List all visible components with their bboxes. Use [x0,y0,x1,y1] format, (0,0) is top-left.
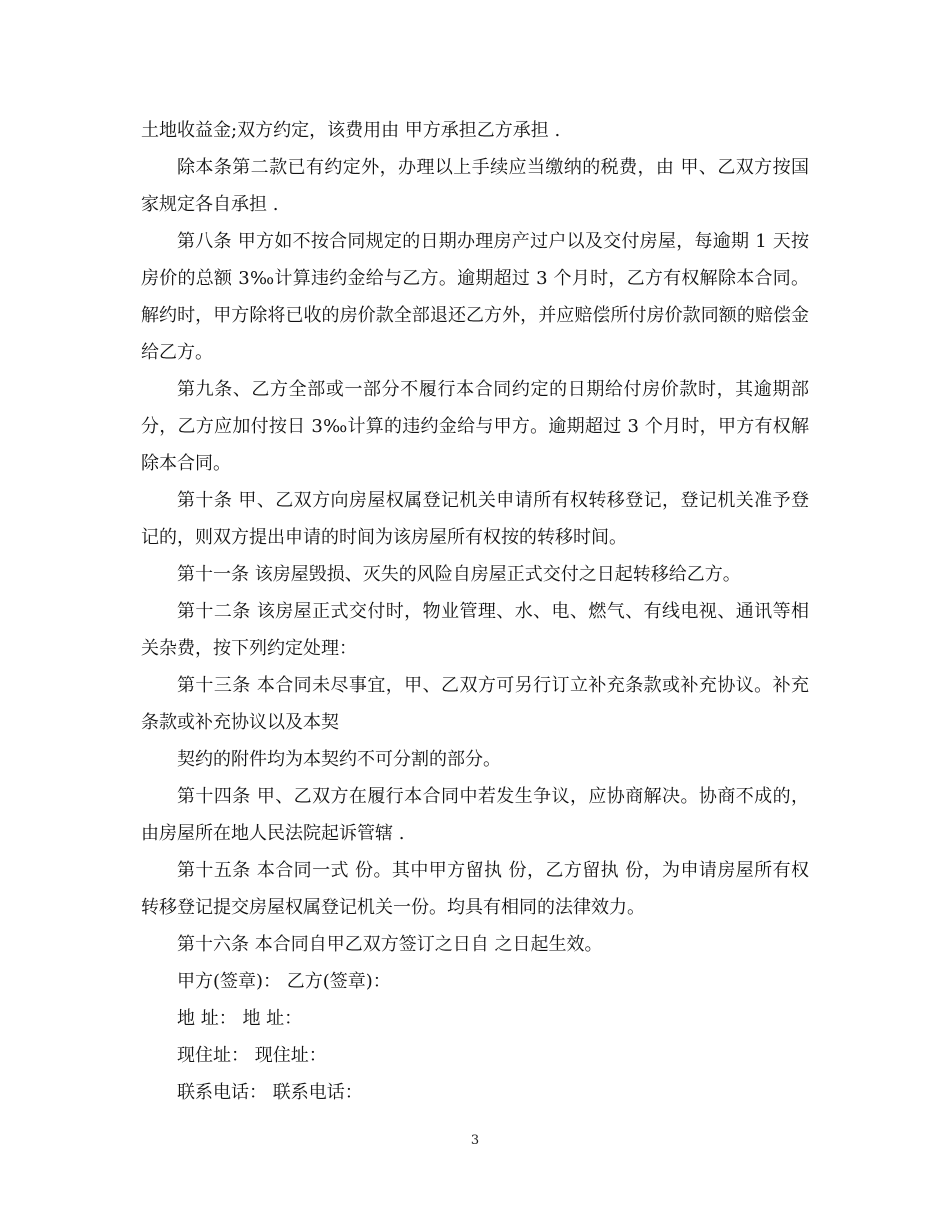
paragraph-article-15: 第十五条 本合同一式 份。其中甲方留执 份，乙方留执 份，为申请房屋所有权转移登记提交房屋权属登记机关一份。均具有相同的法律效力。 [141,860,809,918]
paragraph-article-9: 第九条、乙方全部或一部分不履行本合同约定的日期给付房价款时，其逾期部分，乙方应加付按日 3‰计算的违约金给与甲方。逾期超过 3 个月时，甲方有权解除本合同。 [141,379,809,474]
document-body [141,112,809,1111]
paragraph-article-16: 第十六条 本合同自甲乙双方签订之日自 之日起生效。 [177,934,603,955]
paragraph-article-10: 第十条 甲、乙双方向房屋权属登记机关申请所有权转移登记，登记机关准予登记的，则双方提出申请的时间为该房屋所有权按的转移时间。 [141,490,809,548]
signature-line: 甲方(签章)： 乙方(签章)： [177,971,391,992]
paragraph-article-13: 第十三条 本合同未尽事宜，甲、乙双方可另行订立补充条款或补充协议。补充条款或补充协议以及本契 [141,675,809,733]
paragraph-land-revenue: 土地收益金;双方约定，该费用由 甲方承担乙方承担 . [141,120,561,141]
page-number: 3 [470,1133,480,1148]
paragraph-article-13-continued: 契约的附件均为本契约不可分割的部分。 [177,749,501,770]
paragraph-article-12: 第十二条 该房屋正式交付时，物业管理、水、电、燃气、有线电视、通讯等相关杂费，按下列约定处理： [141,601,809,659]
phone-line: 联系电话： 联系电话： [177,1082,363,1103]
address-line: 地 址： 地 址： [177,1008,303,1029]
paragraph-taxes: 除本条第二款已有约定外，办理以上手续应当缴纳的税费，由 甲、乙双方按国家规定各自承担 . [141,157,809,215]
paragraph-article-8: 第八条 甲方如不按合同规定的日期办理房产过户以及交付房屋，每逾期 1 天按房价的总额 3‰计算违约金给与乙方。逾期超过 3 个月时，乙方有权解除本合同。解约时，甲方除将已收的房价款全部退还乙方外，并应赔偿所付房价款同额的赔偿金给乙方。 [141,231,809,363]
current-address-line: 现住址： 现住址： [177,1045,327,1066]
paragraph-article-14: 第十四条 甲、乙双方在履行本合同中若发生争议，应协商解决。协商不成的，由房屋所在地人民法院起诉管辖 . [141,786,809,844]
paragraph-article-11: 第十一条 该房屋毁损、灭失的风险自房屋正式交付之日起转移给乙方。 [177,564,741,585]
